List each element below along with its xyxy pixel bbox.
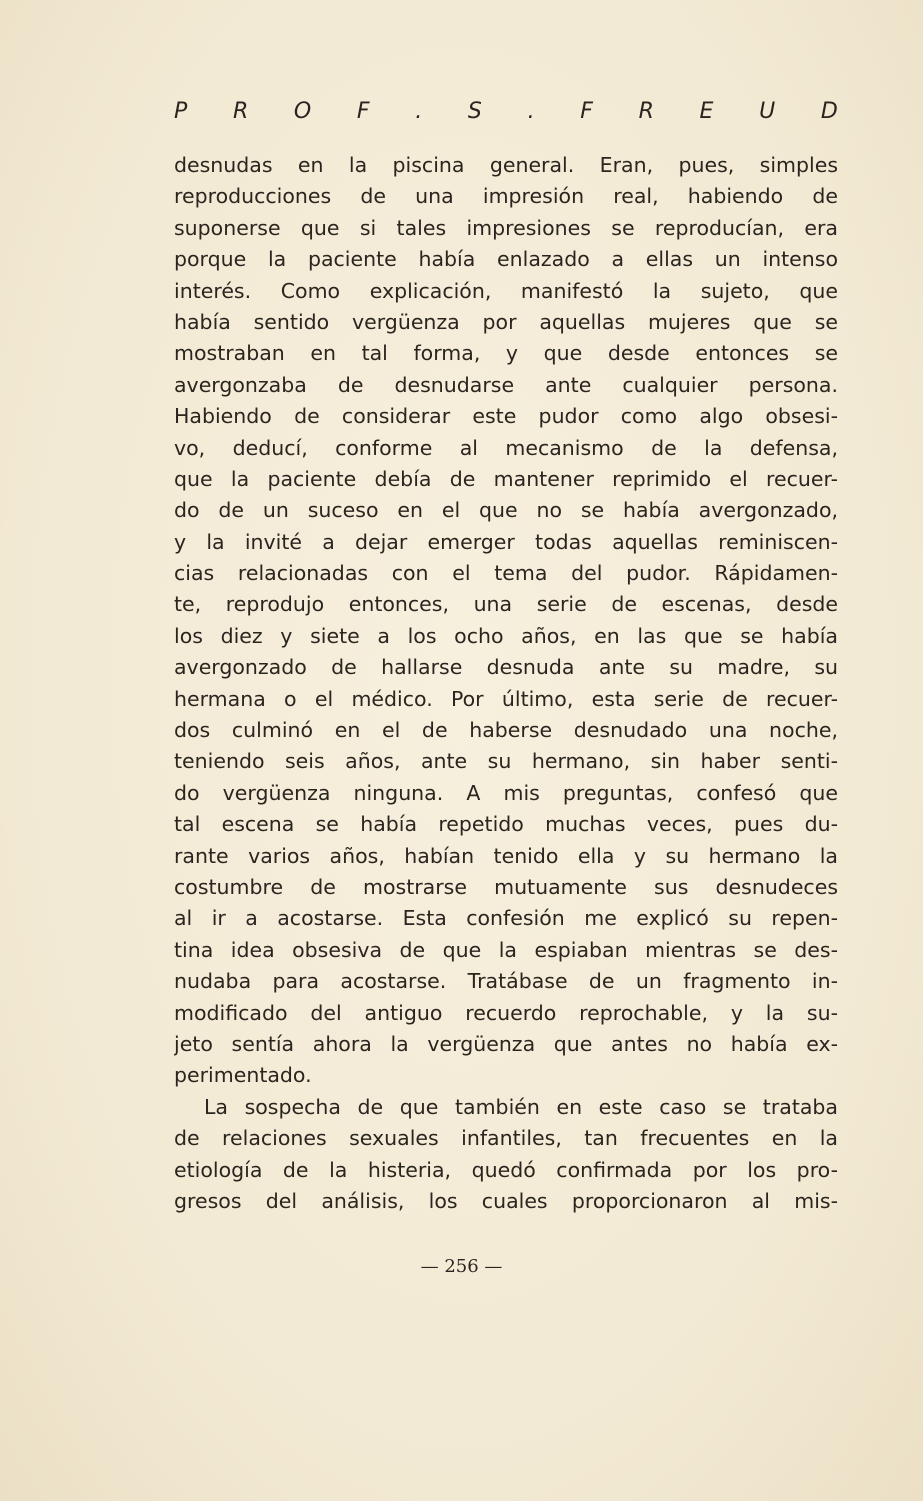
- running-head-letter: S: [467, 98, 482, 124]
- text-line: y la invité a dejar emerger todas aquellas reminiscen-: [174, 529, 838, 554]
- text-line: costumbre de mostrarse mutuamente sus desnudeces: [174, 874, 838, 899]
- text-line: cias relacionadas con el tema del pudor. Rápidamen-: [174, 561, 838, 586]
- text-line: do de un suceso en el que no se había avergonzado,: [174, 498, 838, 523]
- paragraph-1: [174, 150, 838, 1092]
- text-line: dos culminó en el de haberse desnudado una noche,: [174, 718, 838, 743]
- text-line: porque la paciente había enlazado a ellas un intenso: [174, 247, 838, 272]
- text-line: que la paciente debía de mantener reprimido el recuer-: [174, 466, 838, 491]
- running-head-letter: F: [356, 98, 370, 124]
- text-line: vo, deducí, conforme al mecanismo de la defensa,: [174, 435, 838, 460]
- text-line: perimentado.: [174, 1063, 312, 1088]
- text-line: mostraban en tal forma, y que desde entonces se: [174, 341, 838, 366]
- text-line: Habiendo de considerar este pudor como algo obsesi-: [174, 404, 838, 429]
- body-text: [174, 150, 838, 1217]
- paragraph-2: [174, 1092, 838, 1218]
- running-head-letter: R: [638, 98, 654, 124]
- text-line: etiología de la histeria, quedó confirmada por los pro-: [174, 1157, 838, 1182]
- page-number: — 256 —: [420, 1256, 503, 1277]
- text-line: te, reprodujo entonces, una serie de escenas, desde: [174, 592, 838, 617]
- running-head-letter: .: [527, 98, 535, 124]
- text-line: modificado del antiguo recuerdo reprochable, y la su-: [174, 1000, 838, 1025]
- text-line: interés. Como explicación, manifestó la sujeto, que: [174, 278, 838, 303]
- text-line: hermana o el médico. Por último, esta serie de recuer-: [174, 686, 838, 711]
- text-line: reproducciones de una impresión real, habiendo de: [174, 184, 838, 209]
- running-head-letter: O: [293, 98, 312, 124]
- running-head-letter: U: [759, 98, 776, 124]
- text-line: nudaba para acostarse. Tratábase de un fragmento in-: [174, 969, 838, 994]
- text-line: rante varios años, habían tenido ella y su hermano la: [174, 843, 838, 868]
- text-line: desnudas en la piscina general. Eran, pues, simples: [174, 153, 838, 177]
- text-line: gresos del análisis, los cuales proporcionaron al mis-: [174, 1188, 838, 1213]
- text-line: avergonzaba de desnudarse ante cualquier persona.: [174, 372, 838, 397]
- running-head-letter: D: [820, 98, 838, 124]
- running-head-letter: E: [699, 98, 714, 124]
- text-line: tina idea obsesiva de que la espiaban mientras se des-: [174, 937, 838, 962]
- text-line: teniendo seis años, ante su hermano, sin haber senti-: [174, 749, 838, 774]
- text-line: tal escena se había repetido muchas veces, pues du-: [174, 812, 838, 837]
- text-line: La sospecha de que también en este caso se trataba: [204, 1094, 838, 1119]
- running-head-letter: F: [580, 98, 593, 124]
- running-head: [174, 96, 838, 126]
- running-head-letter: .: [415, 98, 423, 124]
- text-line: al ir a acostarse. Esta confesión me explicó su repen-: [174, 906, 838, 931]
- running-head-letter: R: [232, 98, 249, 124]
- text-line: do vergüenza ninguna. A mis preguntas, confesó que: [174, 780, 838, 805]
- text-line: avergonzado de hallarse desnuda ante su madre, su: [174, 655, 838, 680]
- text-line: de relaciones sexuales infantiles, tan frecuentes en la: [174, 1126, 838, 1151]
- running-head-letter: P: [174, 98, 188, 124]
- text-line: había sentido vergüenza por aquellas mujeres que se: [174, 309, 838, 334]
- text-line: jeto sentía ahora la vergüenza que antes no había ex-: [174, 1031, 838, 1056]
- text-line: suponerse que si tales impresiones se reproducían, era: [174, 215, 838, 240]
- text-line: los diez y siete a los ocho años, en las que se había: [174, 623, 838, 648]
